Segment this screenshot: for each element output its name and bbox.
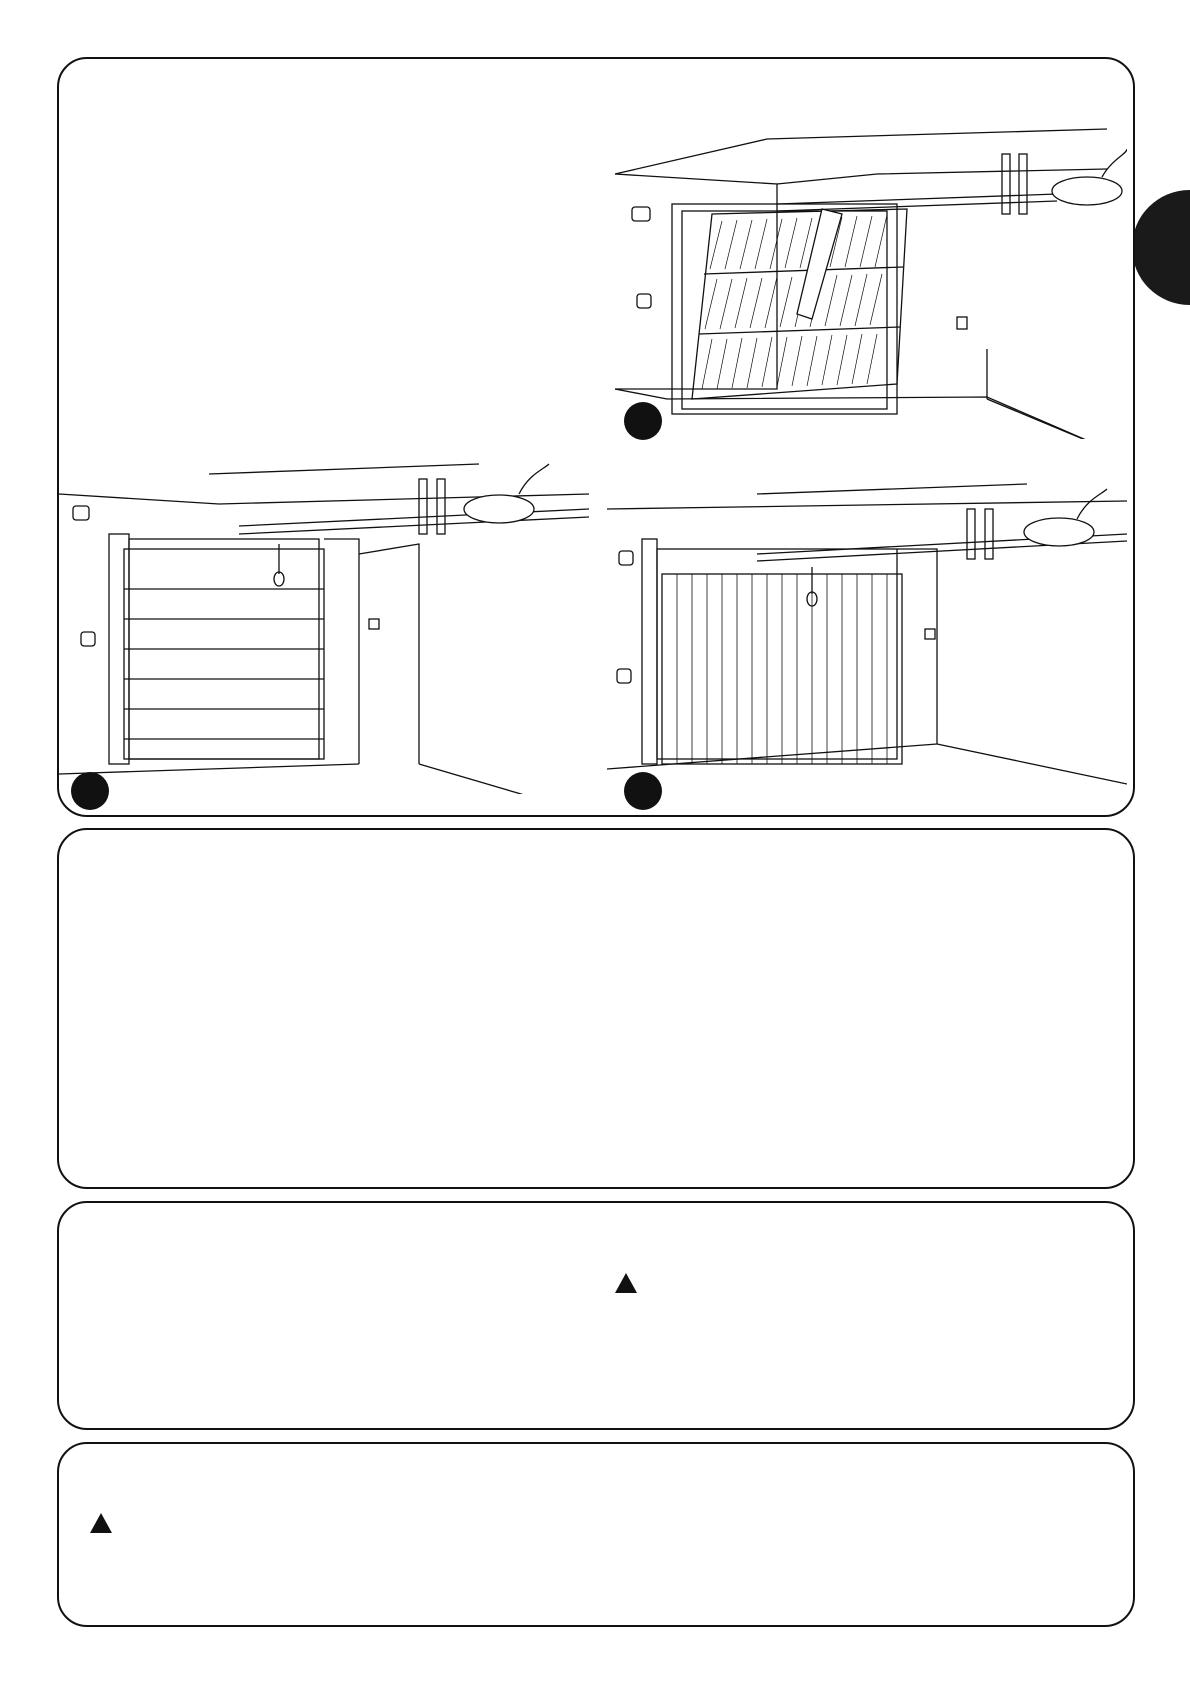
text-panel-3 (57, 1442, 1135, 1627)
warning-triangle-icon (615, 1273, 637, 1293)
figure-marker-sectional (71, 772, 109, 810)
sectional-door-drawing (59, 444, 589, 794)
counterweight-door-drawing (607, 479, 1127, 789)
language-tab-icon (1132, 190, 1190, 305)
figure-counterweight-door (607, 479, 1127, 789)
text-panel-1 (57, 828, 1135, 1189)
warning-triangle-icon (90, 1513, 112, 1533)
tilting-door-drawing (607, 99, 1127, 439)
figure-tilting-door (607, 99, 1127, 439)
figure-sectional-door (59, 444, 589, 794)
figure-marker-tilting (624, 402, 662, 440)
figures-panel (57, 57, 1135, 817)
text-panel-2 (57, 1201, 1135, 1430)
figure-marker-counterweight (624, 772, 662, 810)
